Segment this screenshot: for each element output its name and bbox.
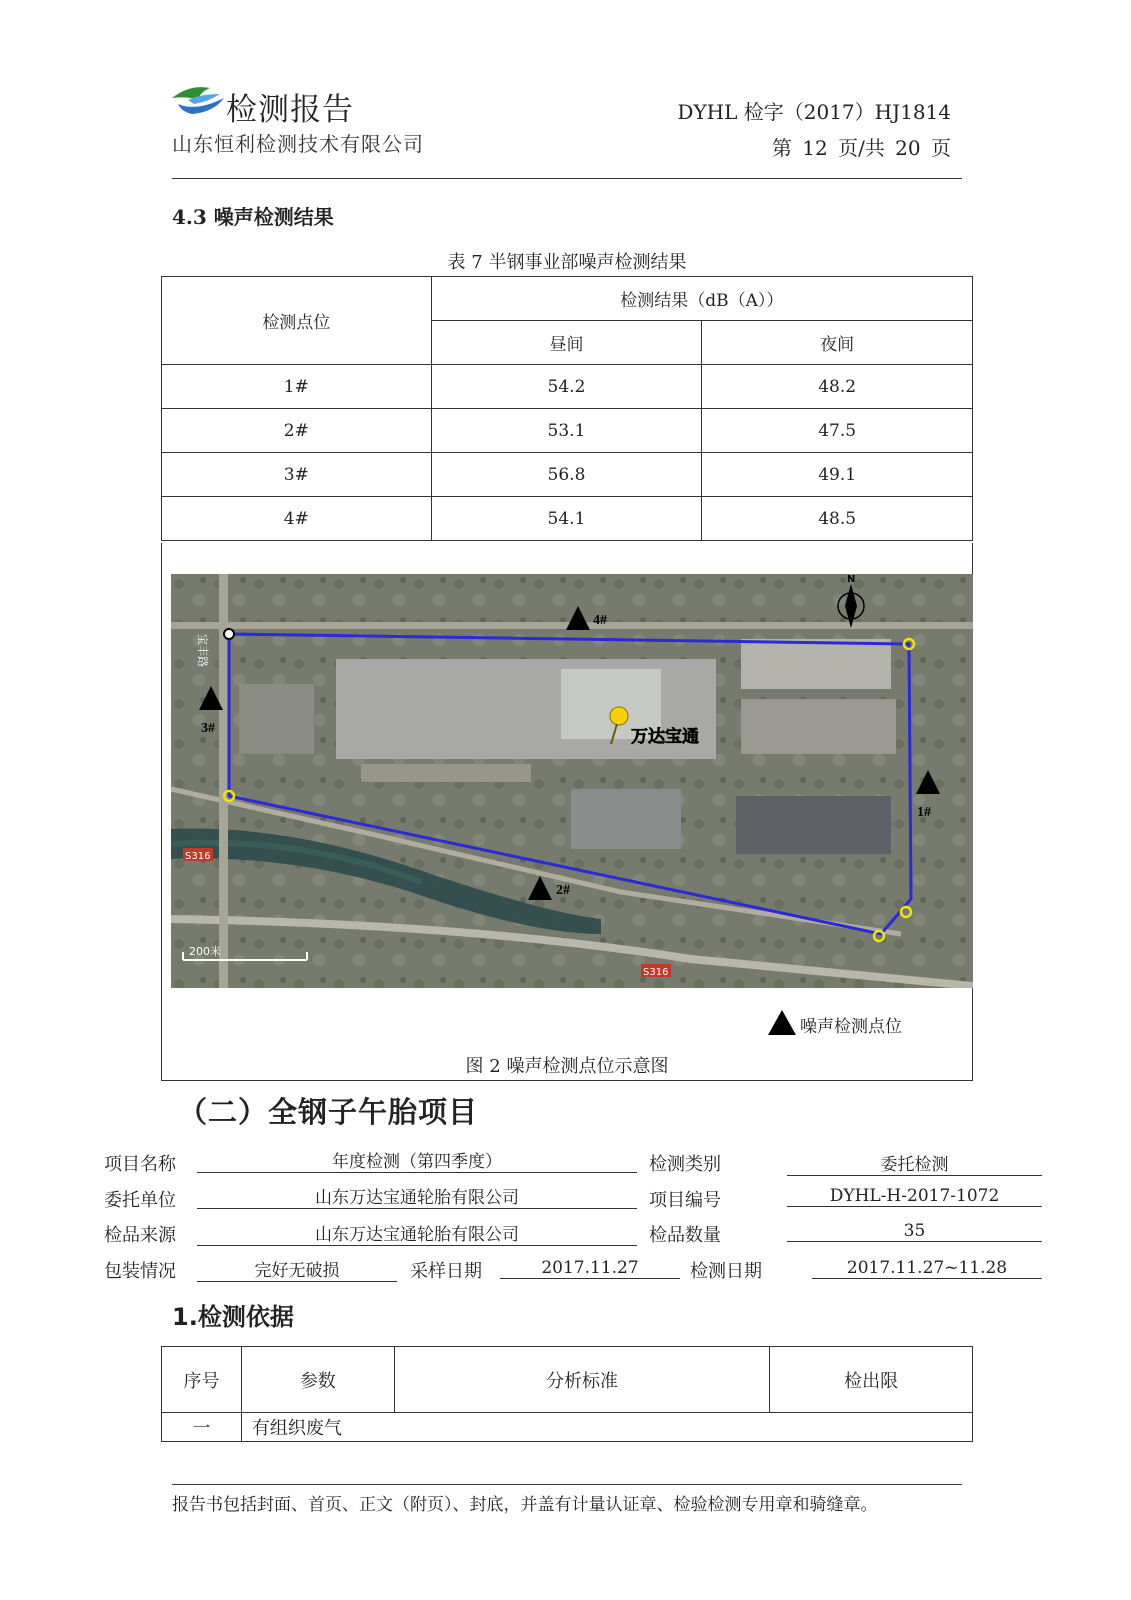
cell-day: 56.8 bbox=[431, 453, 702, 497]
corner-point bbox=[224, 629, 234, 639]
col-header-standard: 分析标准 bbox=[394, 1347, 770, 1413]
site-map bbox=[171, 574, 973, 988]
label-sampling-date: 采样日期 bbox=[410, 1261, 482, 1282]
road-name-label: 宝丰路 bbox=[196, 634, 209, 667]
label-sample-qty: 检品数量 bbox=[649, 1225, 721, 1246]
value-packing: 完好无破损 bbox=[197, 1256, 397, 1282]
report-code: DYHL 检字（2017）HJ1814 bbox=[677, 100, 951, 124]
legend-marker-icon bbox=[768, 1010, 796, 1039]
basis-heading: 1.检测依据 bbox=[172, 1303, 294, 1331]
noise-results-table bbox=[161, 276, 973, 541]
col-header-limit: 检出限 bbox=[770, 1347, 973, 1413]
cell-category: 有组织废气 bbox=[241, 1413, 972, 1442]
legend-label: 噪声检测点位 bbox=[800, 1017, 902, 1037]
marker-label-4: 4# bbox=[593, 613, 607, 628]
header-divider bbox=[172, 178, 962, 179]
marker-label-2: 2# bbox=[556, 883, 570, 898]
label-sample-source: 检品来源 bbox=[104, 1225, 176, 1246]
page-info: 第 12 页/共 20 页 bbox=[771, 136, 951, 160]
road-sign-s316: S316 bbox=[185, 851, 211, 862]
part-title: （二）全钢子午胎项目 bbox=[178, 1095, 479, 1129]
col-header-day: 昼间 bbox=[431, 321, 702, 365]
section-heading: 4.3 噪声检测结果 bbox=[172, 205, 334, 229]
label-test-date: 检测日期 bbox=[690, 1261, 762, 1282]
cell-point: 2# bbox=[162, 409, 432, 453]
cell-day: 54.1 bbox=[431, 497, 702, 541]
cell-day: 54.2 bbox=[431, 365, 702, 409]
cell-point: 4# bbox=[162, 497, 432, 541]
table-caption: 表 7 半钢事业部噪声检测结果 bbox=[447, 252, 687, 273]
value-sampling-date: 2017.11.27 bbox=[500, 1258, 680, 1279]
cell-night: 49.1 bbox=[702, 453, 973, 497]
place-label: 万达宝通 bbox=[631, 727, 699, 747]
value-sample-qty: 35 bbox=[787, 1221, 1042, 1242]
cell-day: 53.1 bbox=[431, 409, 702, 453]
scale-label: 200米 bbox=[189, 945, 221, 958]
cell-night: 47.5 bbox=[702, 409, 973, 453]
figure-caption: 图 2 噪声检测点位示意图 bbox=[465, 1056, 669, 1077]
value-project-name: 年度检测（第四季度） bbox=[197, 1147, 637, 1173]
company-logo bbox=[170, 82, 226, 116]
cell-night: 48.2 bbox=[702, 365, 973, 409]
col-header-night: 夜间 bbox=[702, 321, 973, 365]
basis-table bbox=[161, 1346, 973, 1442]
value-test-date: 2017.11.27~11.28 bbox=[812, 1258, 1042, 1279]
col-header-no: 序号 bbox=[162, 1347, 242, 1413]
value-project-no: DYHL-H-2017-1072 bbox=[787, 1186, 1042, 1207]
label-test-type: 检测类别 bbox=[649, 1154, 721, 1175]
company-name: 山东恒利检测技术有限公司 bbox=[172, 132, 424, 156]
footer-note: 报告书包括封面、首页、正文（附页）、封底，并盖有计量认证章、检验检测专用章和骑缝章。 bbox=[172, 1495, 878, 1515]
svg-text:N: N bbox=[847, 574, 856, 585]
road-sign-s316: S316 bbox=[643, 967, 669, 978]
table-row bbox=[162, 1413, 973, 1442]
table-row bbox=[162, 409, 973, 453]
table-row bbox=[162, 365, 973, 409]
value-test-type: 委托检测 bbox=[787, 1150, 1042, 1176]
table-row bbox=[162, 453, 973, 497]
label-project-no: 项目编号 bbox=[649, 1190, 721, 1211]
col-header-result: 检测结果（dB（A）） bbox=[431, 277, 972, 321]
report-title: 检测报告 bbox=[226, 92, 354, 128]
cell-night: 48.5 bbox=[702, 497, 973, 541]
cell-no: 一 bbox=[162, 1413, 242, 1442]
col-header-point: 检测点位 bbox=[162, 277, 432, 365]
col-header-param: 参数 bbox=[241, 1347, 394, 1413]
cell-point: 3# bbox=[162, 453, 432, 497]
marker-label-1: 1# bbox=[917, 805, 931, 820]
value-sample-source: 山东万达宝通轮胎有限公司 bbox=[197, 1220, 637, 1246]
label-client: 委托单位 bbox=[104, 1190, 176, 1211]
label-packing: 包装情况 bbox=[104, 1261, 176, 1282]
value-client: 山东万达宝通轮胎有限公司 bbox=[197, 1183, 637, 1209]
cell-point: 1# bbox=[162, 365, 432, 409]
marker-label-3: 3# bbox=[201, 721, 215, 736]
label-project-name: 项目名称 bbox=[104, 1154, 176, 1175]
table-row bbox=[162, 497, 973, 541]
footer-divider bbox=[172, 1484, 962, 1485]
